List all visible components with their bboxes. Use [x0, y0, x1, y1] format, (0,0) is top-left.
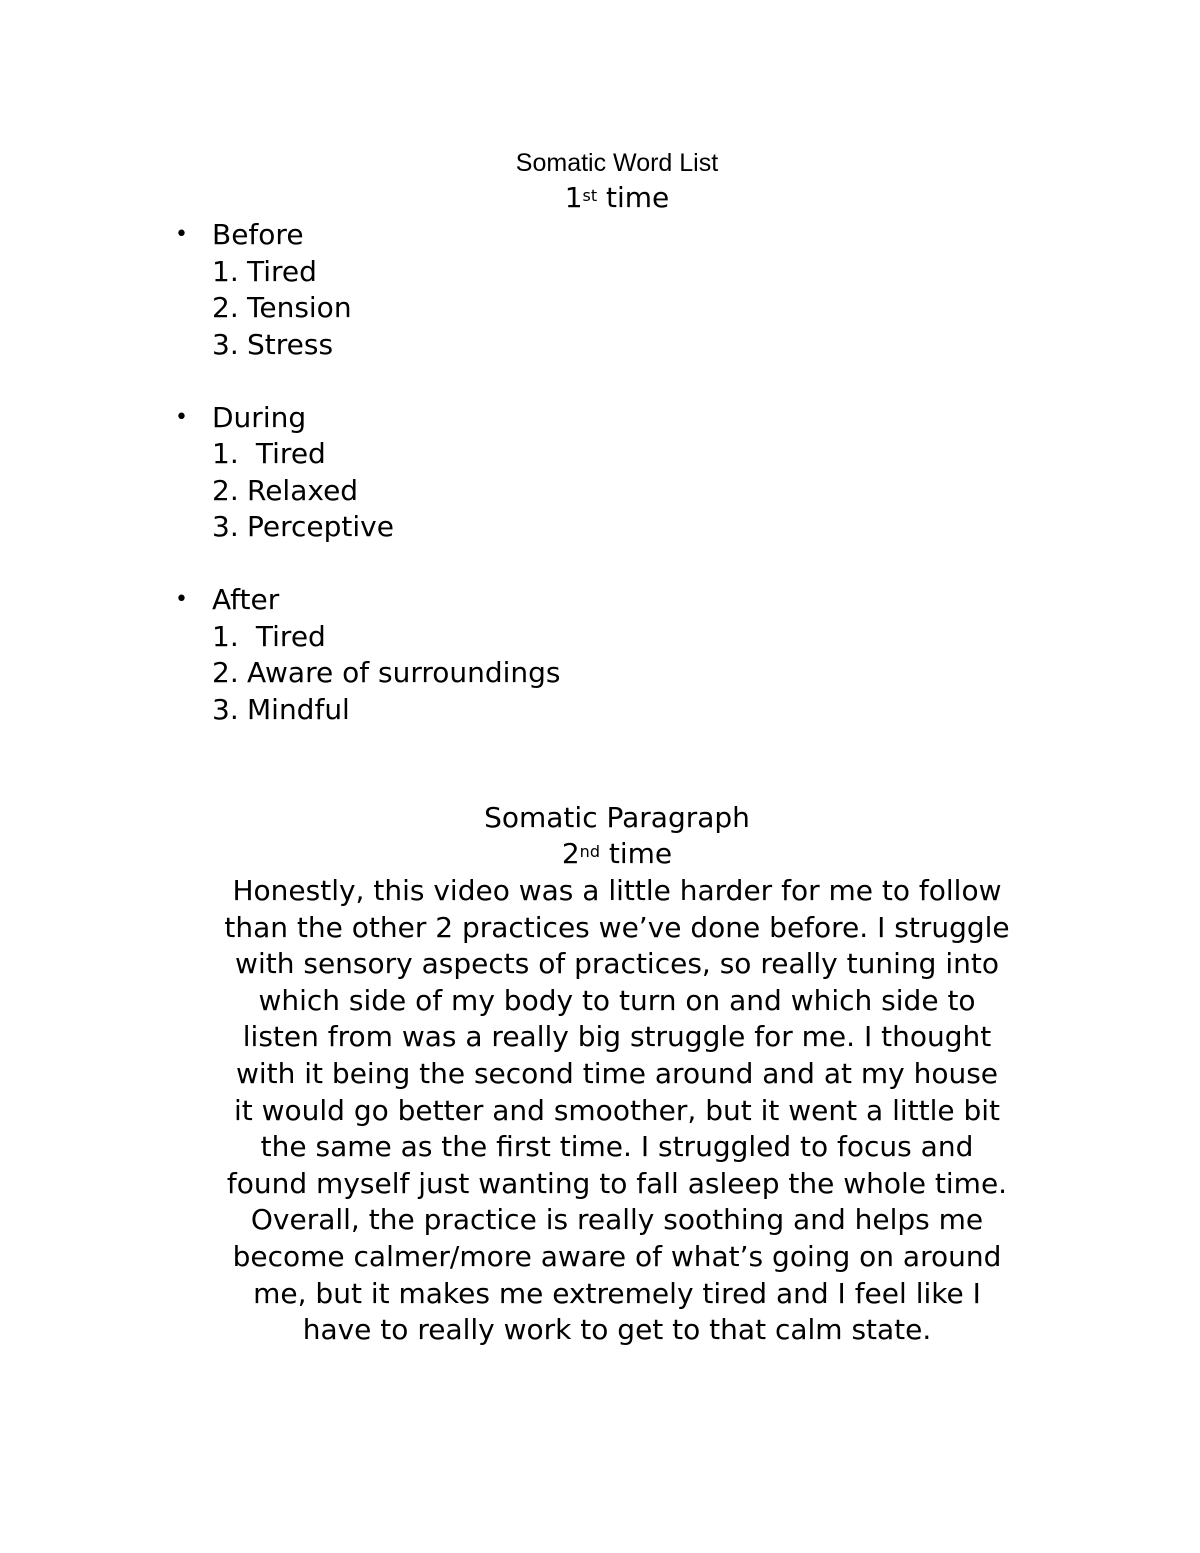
item-text: Mindful: [247, 692, 350, 726]
paragraph-line: have to really work to get to that calm state.: [302, 1313, 932, 1347]
time-number: 1: [564, 181, 583, 214]
bullet-icon: •: [175, 222, 188, 247]
time-number: 2: [561, 837, 580, 870]
item-number: 3.: [212, 510, 239, 543]
item-text: Perceptive: [247, 510, 394, 543]
section-during: [175, 400, 561, 546]
paragraph-line: with sensory aspects of practices, so really tuning into: [235, 947, 999, 981]
section-after: [175, 582, 561, 728]
list-item: [175, 254, 561, 291]
paragraph-time: [0, 836, 1200, 873]
word-list: [175, 217, 561, 765]
paragraph-line: it would go better and smoother, but it went a little bit: [233, 1093, 1001, 1127]
item-text: Relaxed: [247, 473, 359, 507]
bullet-icon: •: [175, 587, 188, 612]
list-item: [175, 619, 561, 656]
item-number: 1.: [212, 437, 239, 470]
list-item: [175, 509, 561, 546]
bullet-icon: •: [175, 404, 188, 430]
section-label: After: [212, 583, 280, 616]
item-number: 2.: [212, 291, 239, 324]
word-list-title: Somatic Word List: [515, 149, 719, 177]
paragraph-line: than the other 2 practices we’ve done before. I struggle: [224, 910, 1010, 944]
word-list-time: [0, 180, 1200, 217]
paragraph-line: found myself just wanting to fall asleep the whole time.: [226, 1166, 1008, 1200]
item-text: Aware of surroundings: [247, 656, 561, 689]
section-before: [175, 217, 561, 363]
time-label: time: [599, 837, 673, 870]
item-text: Tired: [247, 619, 326, 653]
section-label: During: [212, 400, 307, 434]
item-text: Tired: [247, 437, 326, 470]
list-item: [175, 692, 561, 729]
paragraph-line: Overall, the practice is really soothing and helps me: [250, 1203, 984, 1237]
paragraph-line: become calmer/more aware of what’s going on around: [232, 1239, 1002, 1273]
time-ordinal: nd: [579, 842, 600, 861]
item-number: 2.: [212, 656, 239, 689]
list-item: [175, 655, 561, 692]
item-number: 2.: [212, 473, 239, 507]
paragraph-line: with it being the second time around and at my house: [235, 1056, 999, 1090]
list-item: [175, 327, 561, 364]
item-number: 3.: [212, 327, 239, 361]
item-text: Stress: [247, 327, 334, 361]
paragraph-body: [0, 873, 1200, 1349]
item-text: Tired: [247, 254, 317, 288]
item-number: 1.: [212, 254, 239, 288]
section-heading: [175, 400, 561, 437]
paragraph-title: Somatic Paragraph: [484, 801, 750, 834]
list-item: [175, 473, 561, 510]
item-number: 3.: [212, 692, 239, 726]
section-heading: [175, 217, 561, 254]
list-item: [175, 436, 561, 473]
time-ordinal: st: [582, 186, 598, 205]
paragraph-line: which side of my body to turn on and which side to: [258, 983, 976, 1017]
paragraph-line: listen from was a really big struggle for me. I thought: [242, 1020, 992, 1054]
time-label: time: [597, 181, 670, 214]
item-text: Tension: [247, 291, 352, 324]
item-number: 1.: [212, 619, 239, 653]
paragraph-line: Honestly, this video was a little harder for me to follow: [232, 874, 1002, 907]
section-label: Before: [212, 218, 304, 251]
list-item: [175, 290, 561, 327]
paragraph-line: me, but it makes me extremely tired and I feel like I: [253, 1276, 981, 1310]
paragraph-line: the same as the first time. I struggled to focus and: [260, 1130, 974, 1164]
section-heading: [175, 582, 561, 619]
